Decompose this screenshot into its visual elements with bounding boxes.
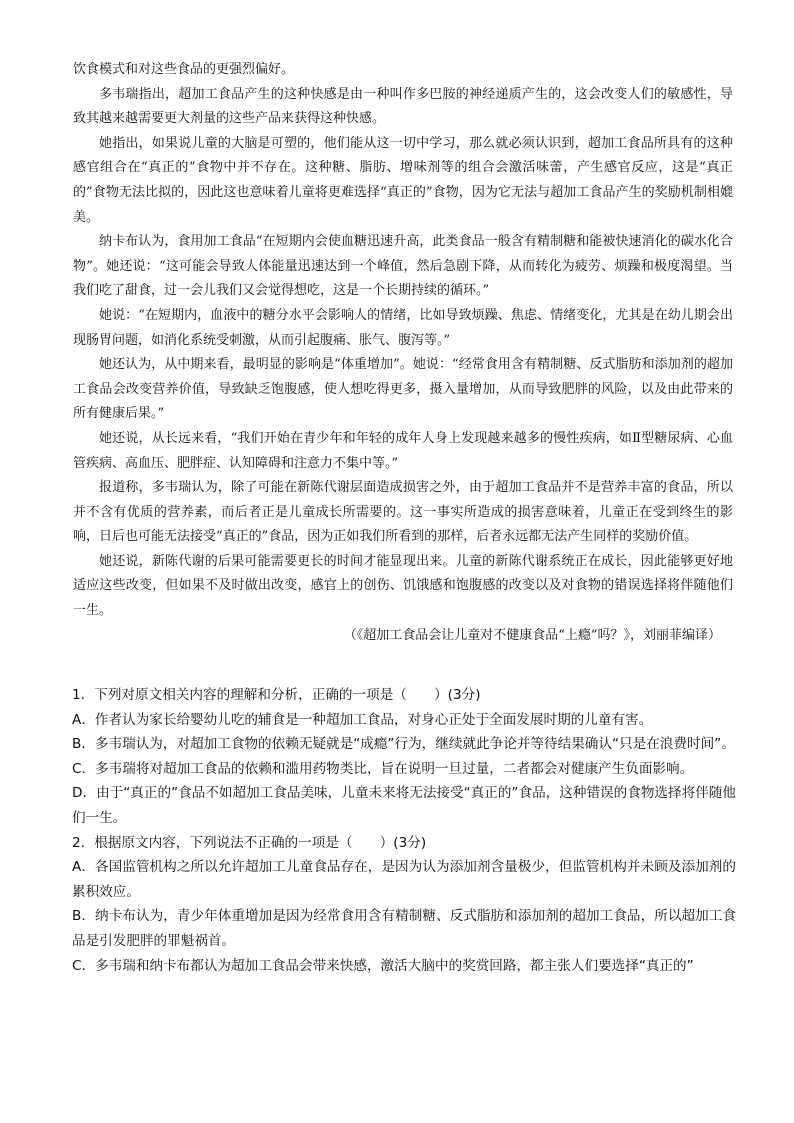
passage-paragraph: 她指出，如果说儿童的大脑是可塑的，他们能从这一切中学习，那么就必须认识到，超加工食品所具有的这种感官组合在“真正的”食物中并不存在。这种糖、脂肪、增味剂等的组合会激活味蕾，产生感官反应，这是“真正的”食物无法比拟的，因此这也意味着儿童将更难选择“真正的”食物，因为它无法与超加工食品产生的奖励机制相媲美。 (73, 135, 733, 225)
passage-paragraph: 多韦瑞指出，超加工食品产生的这种快感是由一种叫作多巴胺的神经递质产生的，这会改变人们的敏感性，导致其越来越需要更大剂量的这些产品来获得这种快感。 (73, 86, 733, 127)
passage-paragraph: 饮食模式和对这些食品的更强烈偏好。 (73, 62, 295, 77)
question-stem: 1．下列对原文相关内容的理解和分析，正确的一项是（ ）(3分) (72, 687, 481, 703)
passage-paragraph: 纳卡布认为，食用加工食品“在短期内会使血糖迅速升高，此类食品一般含有精制糖和能被快速消化的碳水化合物”。她还说：“这可能会导致人体能量迅速达到一个峰值，然后急剧下降，从而转化为疲劳、烦躁和极度渴望。当我们吃了甜食，过一会儿我们又会觉得想吃，这是一个长期持续的循环。” (73, 234, 733, 299)
option-a: A．各国监管机构之所以允许超加工儿童食品存在，是因为认为添加剂含量极少，但监管机构并未顾及添加剂的累积效应。 (72, 859, 736, 900)
option-b: B．多韦瑞认为，对超加工食物的依赖无疑就是“成瘾”行为，继续就此争论并等待结果确认“只是在浪费时间”。 (72, 736, 735, 753)
option-a: A．作者认为家长给婴幼儿吃的辅食是一种超加工食品，对身心正处于全面发展时期的儿童有害。 (72, 711, 653, 728)
option-d: D．由于“真正的”食品不如超加工食品美味，儿童未来将无法接受“真正的”食品，这种错误的食物选择将伴随他们一生。 (72, 785, 736, 826)
passage-paragraph: 报道称，多韦瑞认为，除了可能在新陈代谢层面造成损害之外，由于超加工食品并不是营养丰富的食品，所以并不含有优质的营养素，而后者正是儿童成长所需要的。这一事实所造成的损害意味着，儿童正在受到终生的影响，日后也可能无法接受“真正的”食品，因为正如我们所看到的那样，后者永远都无法产生同样的奖励价值。 (73, 480, 733, 545)
passage-paragraph: 她还认为，从中期来看，最明显的影响是“体重增加”。她说：“经常食用含有精制糖、反式脂肪和添加剂的超加工食品会改变营养价值，导致缺乏饱腹感，使人想吃得更多，摄入量增加，从而导致肥胖的风险，以及由此带来的所有健康后果。” (73, 357, 733, 422)
passage-paragraph: 她说：“在短期内，血液中的糖分水平会影响人的情绪，比如导致烦躁、焦虑、情绪变化，尤其是在幼儿期会出现肠胃问题，如消化系统受刺激，从而引起腹痛、胀气、腹泻等。” (73, 307, 733, 348)
option-c: C．多韦瑞将对超加工食品的依赖和滥用药物类比，旨在说明一旦过量，二者都会对健康产生负面影响。 (72, 760, 694, 777)
passage-paragraph: 她还说，从长远来看，“我们开始在青少年和年轻的成年人身上发现越来越多的慢性疾病，如Ⅱ型糖尿病、心血管疾病、高血压、肥胖症、认知障碍和注意力不集中等。” (73, 430, 733, 471)
question-stem: 2．根据原文内容，下列说法不正确的一项是（ ）(3分) (72, 834, 427, 851)
passage-paragraph: 她还说，新陈代谢的后果可能需要更长的时间才能显现出来。儿童的新陈代谢系统正在成长，因此能够更好地适应这些改变，但如果不及时做出改变，感官上的创伤、饥饿感和饱腹感的改变以及对食物的错误选择将伴随他们一生。 (73, 553, 733, 619)
reading-passage (73, 58, 733, 648)
question-section (72, 683, 736, 978)
option-c: C．多韦瑞和纳卡布都认为超加工食品会带来快感，激活大脑中的奖赏回路，都主张人们要选择“真正的” (72, 957, 694, 974)
passage-source: （《超加工食品会让儿童对不健康食品“上瘾”吗？》，刘丽菲编译） (343, 627, 721, 643)
option-b: B．纳卡布认为，青少年体重增加是因为经常食用含有精制糖、反式脂肪和添加剂的超加工食品，所以超加工食品是引发肥胖的罪魁祸首。 (72, 908, 736, 949)
